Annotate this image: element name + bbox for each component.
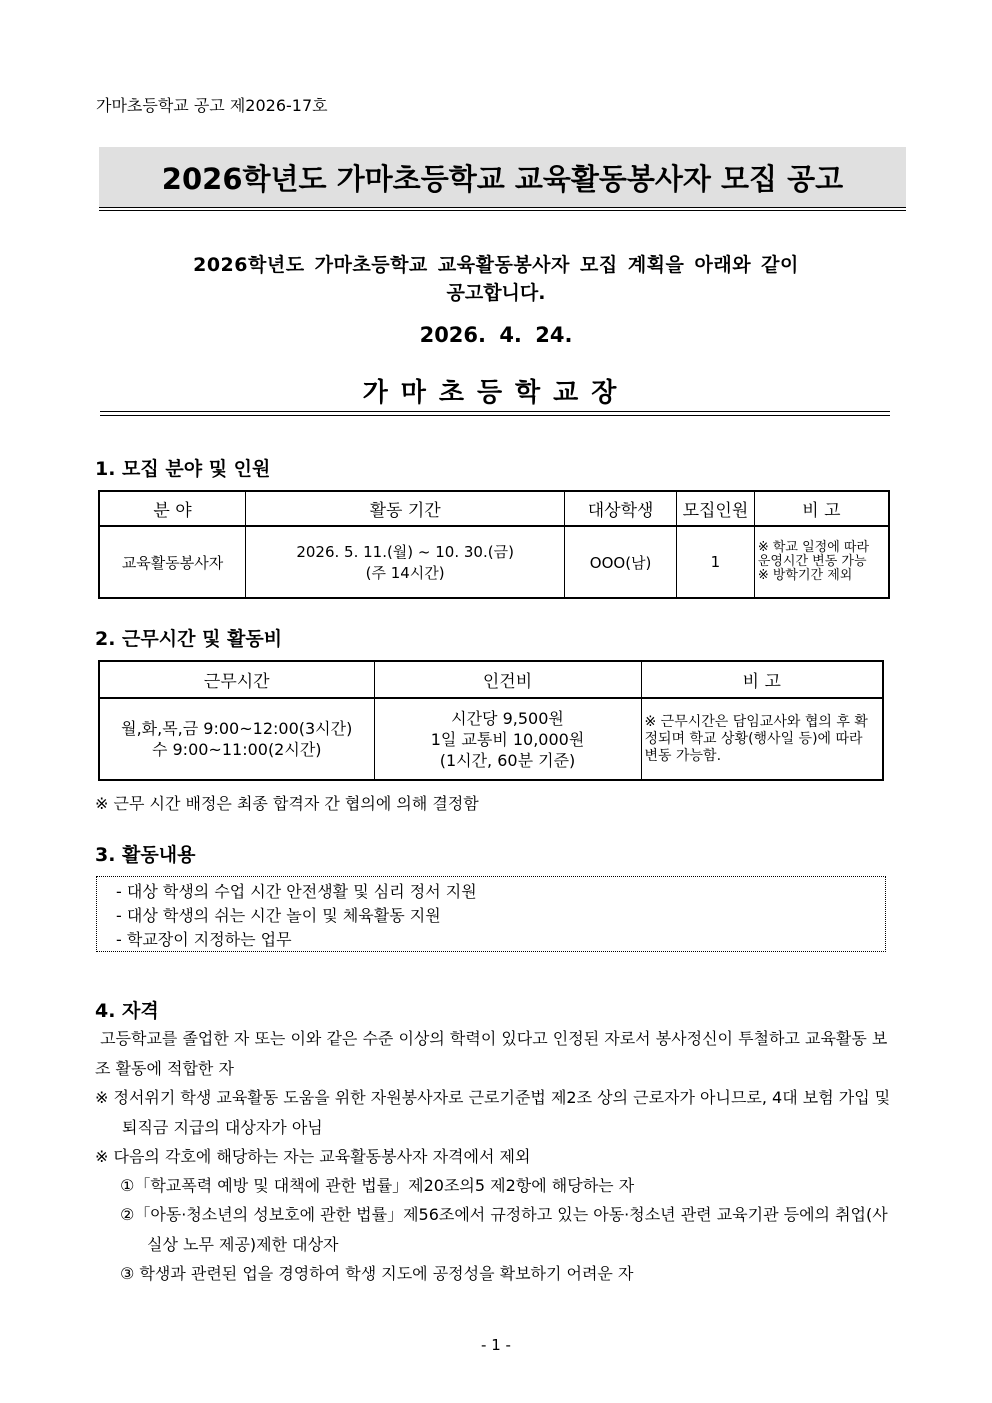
intro-line-1: 2026학년도 가마초등학교 교육활동봉사자 모집 계획을 아래와 같이 [193,254,799,276]
cell-field: 교육활동봉사자 [99,526,246,598]
period-line-2: (주 14시간) [365,564,445,582]
cell-remark: ※ 근무시간은 담임교사와 협의 후 확정되며 학교 상황(행사일 등)에 따라 변동 가능함. [641,698,883,780]
period-line-1: 2026. 5. 11.(월) ~ 10. 30.(금) [296,543,514,561]
table-row [99,698,883,780]
work-hours-note: ※ 근무 시간 배정은 최종 합격자 간 협의에 의해 결정함 [95,794,479,813]
pay-line-3: (1시간, 60분 기준) [439,750,576,770]
double-separator [100,411,890,416]
section-3-heading: 3. 활동내용 [95,844,196,866]
table-header-row [99,491,889,526]
header-hours: 근무시간 [99,661,374,698]
cell-hours [99,698,374,780]
recruitment-table [98,490,890,599]
header-remark: 비 고 [754,491,889,526]
title-banner [99,147,906,208]
pay-line-1: 시간당 9,500원 [451,708,564,728]
page-number: - 1 - [481,1336,511,1354]
cell-students: OOO(남) [565,526,677,598]
announcement-date: 2026. 4. 24. [419,323,573,347]
header-pay: 인건비 [374,661,641,698]
table-row [99,526,889,598]
exclusion-item-3: ③ 학생과 관련된 업을 경영하여 학생 지도에 공정성을 확보하기 어려운 자 [120,1264,634,1283]
exclusion-item-1: ①「학교폭력 예방 및 대책에 관한 법률」제20조의5 제2항에 해당하는 자 [120,1176,635,1195]
intro-line-2: 공고합니다. [446,282,546,304]
header-remark: 비 고 [641,661,883,698]
header-students: 대상학생 [565,491,677,526]
remark-line-1: ※ 학교 일정에 따라 운영시간 변동 가능 [757,540,870,569]
notice-number: 가마초등학교 공고 제2026-17호 [96,96,328,115]
qualification-note-2: ※ 다음의 각호에 해당하는 자는 교육활동봉사자 자격에서 제외 [95,1147,531,1166]
cell-count: 1 [677,526,755,598]
table-header-row [99,661,883,698]
activity-item-3: - 학교장이 지정하는 업무 [116,930,292,949]
cell-remark [754,526,889,598]
hours-line-1: 월,화,목,금 9:00~12:00(3시간) [121,719,353,738]
qualification-main: 고등학교를 졸업한 자 또는 이와 같은 수준 이상의 학력이 있다고 인정된 자로서 봉사정신이 투철하고 교육활동 보조 활동에 적합한 자 [95,1029,888,1078]
section-2-heading: 2. 근무시간 및 활동비 [95,628,283,650]
header-field: 분 야 [99,491,246,526]
page-title: 2026학년도 가마초등학교 교육활동봉사자 모집 공고 [161,161,844,196]
pay-line-2: 1일 교통비 10,000원 [430,729,585,749]
header-count: 모집인원 [677,491,755,526]
work-hours-table [98,660,884,781]
qualification-note-1: ※ 정서위기 학생 교육활동 도움을 위한 자원봉사자로 근로기준법 제2조 상의 근로자가 아니므로, 4대 보험 가입 및 퇴직금 지급의 대상자가 아님 [95,1088,891,1137]
cell-pay [374,698,641,780]
remark-line-2: ※ 방학기간 제외 [757,568,853,583]
hours-line-2: 수 9:00~11:00(2시간) [151,740,322,759]
exclusion-item-2: ②「아동·청소년의 성보호에 관한 법률」제56조에서 규정하고 있는 아동·청소년 관련 교육기관 등에의 취업(사실상 노무 제공)제한 대상자 [120,1205,888,1254]
activity-item-2: - 대상 학생의 쉬는 시간 놀이 및 체육활동 지원 [116,906,441,925]
title-underline [99,210,906,211]
cell-period [246,526,565,598]
activity-item-1: - 대상 학생의 수업 시간 안전생활 및 심리 정서 지원 [116,882,477,901]
section-1-heading: 1. 모집 분야 및 인원 [95,458,271,480]
header-period: 활동 기간 [246,491,565,526]
section-4-heading: 4. 자격 [95,1000,159,1022]
principal-signature: 가마초등학교장 [362,378,630,408]
